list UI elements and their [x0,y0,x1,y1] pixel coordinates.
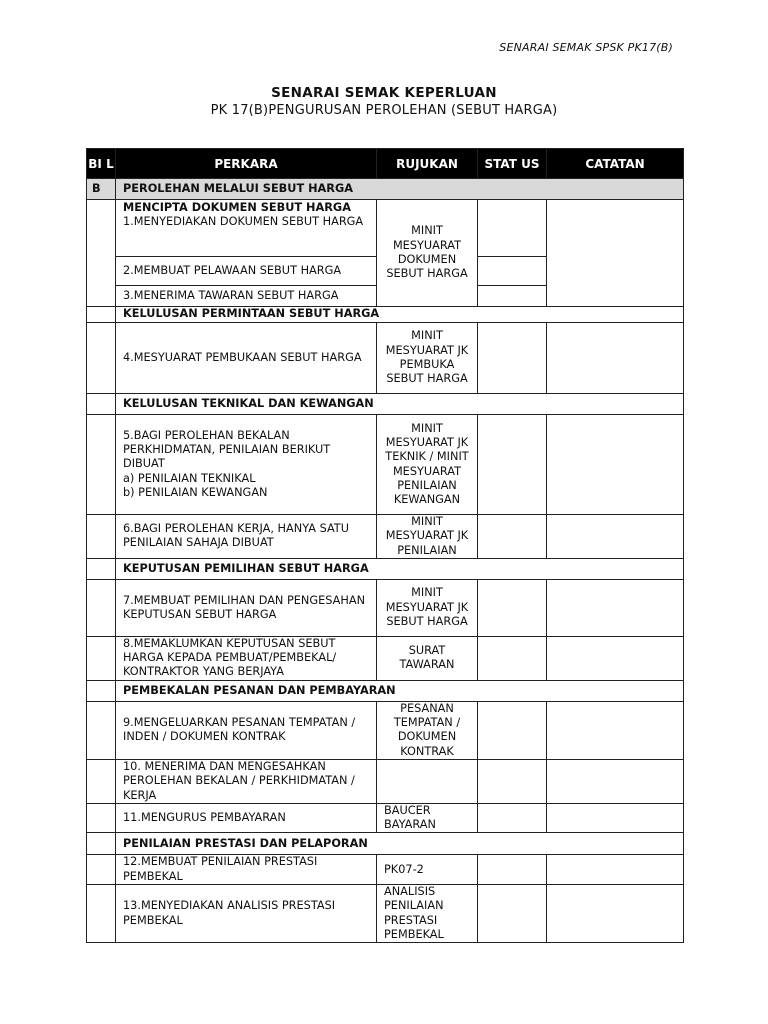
rujukan-cell: SURAT TAWARAN [377,636,478,680]
bil-cell [87,515,116,559]
rujukan-cell: ANALISIS PENILAIAN PRESTASI PEMBEKAL [377,885,478,943]
bil-cell [87,885,116,943]
perkara-cell: 7.MEMBUAT PEMILIHAN DAN PENGESAHAN KEPUTUSAN SEBUT HARGA [116,579,377,636]
rujukan-cell: MINIT MESYUARAT JK PENILAIAN [377,515,478,559]
rujukan-cell: MINIT MESYUARAT JK TEKNIK / MINIT MESYUARAT PENILAIAN KEWANGAN [377,415,478,515]
section-row [87,558,684,579]
col-header-bil: BI L [87,149,116,179]
rujukan-cell [377,759,478,803]
rujukan-cell: MINIT MESYUARAT DOKUMEN SEBUT HARGA [377,200,478,307]
status-cell[interactable] [478,200,547,257]
table-header-row [87,149,684,179]
perkara-cell [116,415,377,515]
catatan-cell[interactable] [547,515,684,559]
rujukan-cell: MINIT MESYUARAT JK SEBUT HARGA [377,579,478,636]
table-row [87,759,684,803]
section-row [87,833,684,855]
status-cell[interactable] [478,579,547,636]
catatan-cell[interactable] [547,415,684,515]
table-row [87,515,684,559]
bil-cell [87,200,116,307]
bil-cell [87,680,116,701]
perkara-cell: 3.MENERIMA TAWARAN SEBUT HARGA [116,286,377,307]
table-row [87,415,684,515]
table-row [87,579,684,636]
status-cell[interactable] [478,803,547,833]
item-sub-b: b) PENILAIAN KEWANGAN [123,485,268,499]
item-label: 5.BAGI PEROLEHAN BEKALAN PERKHIDMATAN, PENILAIAN BERIKUT DIBUAT [123,428,331,471]
table-row [87,855,684,885]
bil-cell [87,323,116,394]
perkara-cell: 10. MENERIMA DAN MENGESAHKAN PEROLEHAN BEKALAN / PERKHIDMATAN / KERJA [116,759,377,803]
col-header-catatan: CATATAN [547,149,684,179]
bil-cell [87,759,116,803]
section-label: KELULUSAN TEKNIKAL DAN KEWANGAN [116,394,684,415]
rujukan-cell: PK07-2 [377,855,478,885]
status-cell[interactable] [478,323,547,394]
rujukan-cell: BAUCER BAYARAN [377,803,478,833]
perkara-cell: 13.MENYEDIAKAN ANALISIS PRESTASI PEMBEKAL [116,885,377,943]
status-cell[interactable] [478,759,547,803]
page-subtitle: PK 17(B)PENGURUSAN PEROLEHAN (SEBUT HARGA) [210,103,558,118]
perkara-cell: 8.MEMAKLUMKAN KEPUTUSAN SEBUT HARGA KEPADA PEMBUAT/PEMBEKAL/ KONTRAKTOR YANG BERJAYA [116,636,377,680]
perkara-cell: 12.MEMBUAT PENILAIAN PRESTASI PEMBEKAL [116,855,377,885]
status-cell[interactable] [478,257,547,286]
table-row [87,701,684,759]
title-block [0,84,768,120]
status-cell[interactable] [478,515,547,559]
bil-cell [87,803,116,833]
perkara-cell: 6.BAGI PEROLEHAN KERJA, HANYA SATU PENILAIAN SAHAJA DIBUAT [116,515,377,559]
status-cell[interactable] [478,701,547,759]
catatan-cell[interactable] [547,759,684,803]
status-cell[interactable] [478,636,547,680]
bil-cell [87,558,116,579]
item-sub-a: a) PENILAIAN TEKNIKAL [123,471,256,485]
table-row [87,803,684,833]
rujukan-cell: PESANAN TEMPATAN / DOKUMEN KONTRAK [377,701,478,759]
bil-cell [87,833,116,855]
section-row [87,680,684,701]
catatan-cell[interactable] [547,323,684,394]
status-cell[interactable] [478,415,547,515]
table-row [87,885,684,943]
section-bil: B [87,179,116,200]
catatan-cell[interactable] [547,636,684,680]
catatan-cell[interactable] [547,701,684,759]
rujukan-cell: MINIT MESYUARAT JK PEMBUKA SEBUT HARGA [377,323,478,394]
page-title: SENARAI SEMAK KEPERLUAN [271,85,497,101]
catatan-cell[interactable] [547,579,684,636]
col-header-status: STAT US [478,149,547,179]
section-b-row [87,179,684,200]
bil-cell [87,394,116,415]
catatan-cell[interactable] [547,200,684,307]
catatan-cell[interactable] [547,855,684,885]
table-row [87,636,684,680]
bil-cell [87,307,116,323]
bil-cell [87,636,116,680]
perkara-cell: 11.MENGURUS PEMBAYARAN [116,803,377,833]
col-header-perkara: PERKARA [116,149,377,179]
catatan-cell[interactable] [547,885,684,943]
section-row [87,394,684,415]
section-label: PENILAIAN PRESTASI DAN PELAPORAN [116,833,684,855]
bil-cell [87,415,116,515]
status-cell[interactable] [478,286,547,307]
document-header-note: SENARAI SEMAK SPSK PK17(B) [499,41,673,54]
section-label: KEPUTUSAN PEMILIHAN SEBUT HARGA [116,558,684,579]
item-label: 1.MENYEDIAKAN DOKUMEN SEBUT HARGA [123,215,364,229]
bil-cell [87,701,116,759]
section-row [87,307,684,323]
perkara-cell [116,200,377,257]
section-label: KELULUSAN PERMINTAAN SEBUT HARGA [116,307,684,323]
bil-cell [87,579,116,636]
table-row [87,323,684,394]
checklist-table [86,148,684,943]
table-row [87,200,684,257]
section-label: PEMBEKALAN PESANAN DAN PEMBAYARAN [116,680,684,701]
status-cell[interactable] [478,885,547,943]
perkara-cell: 2.MEMBUAT PELAWAAN SEBUT HARGA [116,257,377,286]
col-header-rujukan: RUJUKAN [377,149,478,179]
group-label: MENCIPTA DOKUMEN SEBUT HARGA [123,201,351,214]
catatan-cell[interactable] [547,803,684,833]
perkara-cell: 4.MESYUARAT PEMBUKAAN SEBUT HARGA [116,323,377,394]
status-cell[interactable] [478,855,547,885]
bil-cell [87,855,116,885]
section-label: PEROLEHAN MELALUI SEBUT HARGA [116,179,684,200]
perkara-cell: 9.MENGELUARKAN PESANAN TEMPATAN / INDEN / DOKUMEN KONTRAK [116,701,377,759]
